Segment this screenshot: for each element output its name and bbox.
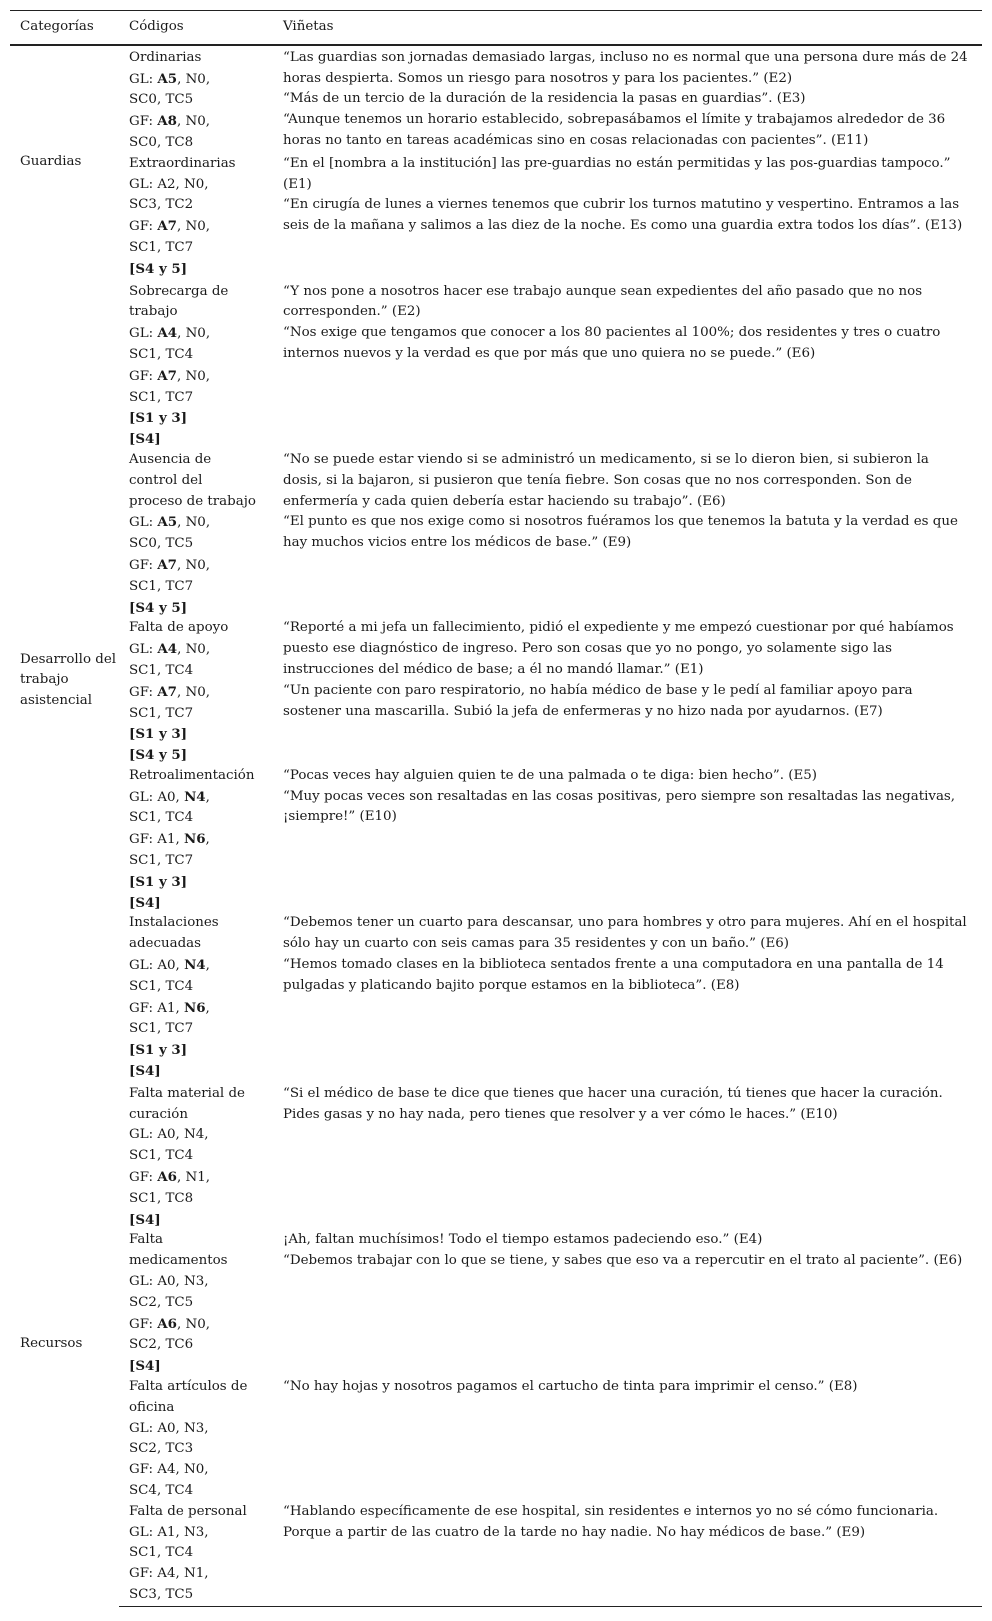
code-line: [S4 y 5]: [129, 747, 188, 764]
code-line: SC0, TC8: [129, 134, 194, 150]
code-line: [S1 y 3]: [129, 1042, 188, 1059]
code-line: SC1, TC7: [129, 239, 194, 255]
code-line: SC1, TC4: [129, 662, 194, 678]
code-line: SC2, TC3: [129, 1441, 194, 1457]
quote: “Debemos tener un cuarto para descansar, uno para hombres y otro para mujeres. Ahí en el hospital sólo hay un cuarto con seis camas para 35 residentes y con un baño.” (E6): [283, 915, 967, 952]
code-line: [S1 y 3]: [129, 873, 188, 890]
code-line: GF: A8, N0,: [129, 113, 211, 130]
code-cell: [119, 280, 273, 450]
code-line: GL: A5, N0,: [129, 514, 211, 531]
code-cell: [119, 450, 273, 618]
table-row: [10, 766, 982, 914]
code-line: [S4]: [129, 894, 161, 911]
quotes-cell: [273, 280, 982, 450]
quote: “Aunque tenemos un horario establecido, sobrepasábamos el límite y trabajamos alrededor de 36 horas no tanto en tareas académicas sino en cosas relacionadas con pacientes”. (E11): [283, 112, 946, 148]
code-line: trabajo: [129, 304, 178, 320]
code-cell: [119, 1502, 273, 1606]
code-line: SC1, TC4: [129, 810, 194, 826]
quote: “Debemos trabajar con lo que se tiene, y sabes que eso va a repercutir en el trato al paciente”. (E6): [283, 1253, 963, 1269]
quotes-cell: [273, 1502, 982, 1606]
quote: “Hemos tomado clases en la biblioteca sentados frente a una computadora en una pantalla de 14 pulgadas y platicando bajito porque estamos en la biblioteca”. (E8): [283, 957, 944, 993]
code-line: curación: [129, 1106, 188, 1122]
quotes-cell: [273, 1082, 982, 1231]
quote: “El punto es que nos exige como si nosotros fuéramos los que tenemos la batuta y la verdad es que hay muchos vicios entre los médicos de base.” (E9): [283, 514, 958, 551]
table-row: [10, 1502, 982, 1606]
quotes-cell: [273, 450, 982, 618]
code-line: GF: A4, N0,: [129, 1462, 209, 1478]
code-line: GF: A1, N6,: [129, 999, 210, 1016]
code-line: Falta material de: [129, 1085, 245, 1101]
quote: “Las guardias son jornadas demasiado largas, incluso no es normal que una persona dure más de 24 horas despierta. Somos un riesgo para nosotros y para los pacientes.” (E2): [283, 49, 968, 86]
code-line: GL: A4, N0,: [129, 641, 211, 658]
code-cell: [119, 1082, 273, 1231]
code-line: Retroalimentación: [129, 767, 255, 783]
quote: “Hablando específicamente de ese hospital, sin residentes e internos yo no sé cómo funcionaria. Porque a partir de las cuatro de la tarde no hay nadie. No hay médicos de base.” (E9): [283, 1503, 939, 1540]
table-row: [10, 1082, 982, 1231]
code-line: GL: A0, N3,: [129, 1420, 209, 1436]
quotes-cell: [273, 618, 982, 766]
quote: “En cirugía de lunes a viernes tenemos que cubrir los turnos matutino y vespertino. Entramos a las seis de la mañana y salimos a las diez de la noche. Es como una guardia extra todos los días”. (E13): [283, 197, 963, 234]
code-line: Falta de apoyo: [129, 620, 229, 636]
code-line: [S4 y 5]: [129, 260, 188, 277]
code-line: [S4 y 5]: [129, 599, 188, 616]
quotes-cell: [273, 154, 982, 280]
code-line: Ausencia de: [129, 451, 212, 467]
code-line: GL: A0, N3,: [129, 1274, 209, 1290]
code-line: SC3, TC5: [129, 1586, 194, 1602]
code-line: SC1, TC4: [129, 978, 194, 994]
code-line: [S1 y 3]: [129, 726, 188, 743]
quote: “Nos exige que tengamos que conocer a los 80 pacientes al 100%; dos residentes y tres o cuatro internos nuevos y la verdad es que por más que uno quiera no se puede.” (E6): [283, 325, 941, 361]
quotes-cell: [273, 45, 982, 154]
code-line: GL: A4, N0,: [129, 325, 211, 342]
code-line: GF: A7, N0,: [129, 683, 211, 700]
code-line: medicamentos: [129, 1253, 228, 1269]
code-line: GL: A1, N3,: [129, 1524, 209, 1540]
quote: “Muy pocas veces son resaltadas en las cosas positivas, pero siempre son resaltadas las negativas, ¡siempre!” (E10): [283, 788, 956, 825]
table-row: [10, 1377, 982, 1502]
code-line: Sobrecarga de: [129, 283, 229, 299]
code-line: GL: A2, N0,: [129, 176, 209, 192]
table-row: [10, 450, 982, 618]
code-line: Falta: [129, 1232, 164, 1248]
table-row: [10, 45, 982, 154]
code-line: GF: A1, N6,: [129, 831, 210, 848]
code-line: GL: A0, N4,: [129, 788, 210, 805]
code-line: SC2, TC6: [129, 1337, 194, 1353]
category-cell: Recursos: [20, 1335, 83, 1351]
code-line: [S1 y 3]: [129, 410, 188, 427]
quote: “Reporté a mi jefa un fallecimiento, pidió el expediente y me empezó cuestionar por qué habíamos puesto ese diagnóstico de ingreso. Pero son cosas que yo no pongo, yo solamente sigo las instrucciones del médico de base; a él no mandó llamar.” (E1): [283, 620, 954, 677]
code-line: proceso de trabajo: [129, 493, 256, 509]
table-header-row: [10, 11, 982, 45]
code-line: GF: A7, N0,: [129, 556, 211, 573]
code-line: Instalaciones: [129, 915, 219, 931]
code-line: Extraordinarias: [129, 155, 236, 171]
quote: “No hay hojas y nosotros pagamos el cartucho de tinta para imprimir el censo.” (E8): [283, 1379, 858, 1394]
code-line: SC1, TC4: [129, 346, 194, 362]
code-cell: [119, 913, 273, 1081]
header-codigos: Códigos: [119, 11, 273, 45]
quote: “En el [nombra a la institución] las pre-guardias no están permitidas y las pos-guardias tampoco.” (E1): [283, 155, 951, 192]
code-line: SC1, TC7: [129, 853, 194, 869]
code-line: SC2, TC5: [129, 1294, 194, 1310]
code-cell: [119, 1377, 273, 1502]
code-line: GF: A7, N0,: [129, 367, 211, 384]
quotes-cell: [273, 1377, 982, 1502]
quote: “Un paciente con paro respiratorio, no había médico de base y le pedí al familiar apoyo para sostener una mascarilla. Subió la jefa de enfermeras y no hizo nada por ayudarnos. (E7): [283, 682, 913, 719]
quote: “Pocas veces hay alguien quien te de una palmada o te diga: bien hecho”. (E5): [283, 767, 817, 783]
code-line: SC3, TC2: [129, 197, 194, 213]
code-line: SC0, TC5: [129, 92, 194, 108]
code-line: Ordinarias: [129, 49, 202, 65]
code-line: SC1, TC4: [129, 1545, 194, 1561]
table-row: [10, 618, 982, 766]
quotes-cell: [273, 1230, 982, 1377]
quotes-cell: [273, 766, 982, 914]
code-line: SC4, TC4: [129, 1482, 194, 1498]
code-line: [S4]: [129, 431, 161, 448]
code-line: [S4]: [129, 1358, 161, 1375]
code-line: Falta de personal: [129, 1503, 247, 1519]
code-line: [S4]: [129, 1063, 161, 1080]
table-row: [10, 913, 982, 1081]
codes-table: [10, 10, 982, 1607]
code-line: SC1, TC7: [129, 705, 194, 721]
code-line: SC1, TC7: [129, 578, 194, 594]
code-line: GL: A5, N0,: [129, 70, 211, 87]
category-cell: Guardias: [20, 154, 82, 170]
code-cell: [119, 154, 273, 280]
code-line: oficina: [129, 1399, 175, 1415]
header-categorias: Categorías: [10, 11, 119, 45]
code-cell: [119, 45, 273, 154]
code-line: GF: A6, N1,: [129, 1169, 211, 1186]
header-vinetas: Viñetas: [273, 11, 982, 45]
quote: “Si el médico de base te dice que tienes que hacer una curación, tú tienes que hacer la curación. Pides gasas y no hay nada, pero tienes que resolver y a ver cómo le haces.” (E10): [283, 1085, 943, 1122]
table-row: [10, 154, 982, 280]
quotes-cell: [273, 913, 982, 1081]
quote: “No se puede estar viendo si se administró un medicamento, si se lo dieron bien, si subieron la dosis, si la bajaron, si pusieron que tenía fiebre. Son cosas que no nos corresponden. Son de enfermería y cada quien debería estar haciendo su trabajo”. (E6): [283, 451, 929, 509]
code-line: SC0, TC5: [129, 536, 194, 552]
table-row: [10, 1230, 982, 1377]
category-cell: Desarrollo del trabajo asistencial: [20, 651, 117, 709]
code-cell: [119, 618, 273, 766]
code-line: [S4]: [129, 1211, 161, 1228]
code-line: GF: A4, N1,: [129, 1566, 209, 1582]
quote: “Más de un tercio de la duración de la residencia la pasas en guardias”. (E3): [283, 91, 806, 107]
code-line: GF: A6, N0,: [129, 1315, 211, 1332]
quote: “Y nos pone a nosotros hacer ese trabajo aunque sean expedientes del año pasado que no nos corresponden.” (E2): [283, 283, 923, 320]
quote: ¡Ah, faltan muchísimos! Todo el tiempo estamos padeciendo eso.” (E4): [283, 1232, 763, 1248]
code-line: GL: A0, N4,: [129, 1127, 209, 1143]
code-line: Falta artículos de: [129, 1379, 248, 1394]
code-line: SC1, TC7: [129, 1021, 194, 1037]
code-line: SC1, TC7: [129, 389, 194, 405]
code-cell: [119, 1230, 273, 1377]
code-line: GL: A0, N4,: [129, 957, 210, 974]
code-line: adecuadas: [129, 936, 202, 952]
code-line: SC1, TC8: [129, 1190, 194, 1206]
code-cell: [119, 766, 273, 914]
table-row: [10, 280, 982, 450]
code-line: SC1, TC4: [129, 1148, 194, 1164]
code-line: GF: A7, N0,: [129, 218, 211, 235]
code-line: control del: [129, 472, 203, 488]
